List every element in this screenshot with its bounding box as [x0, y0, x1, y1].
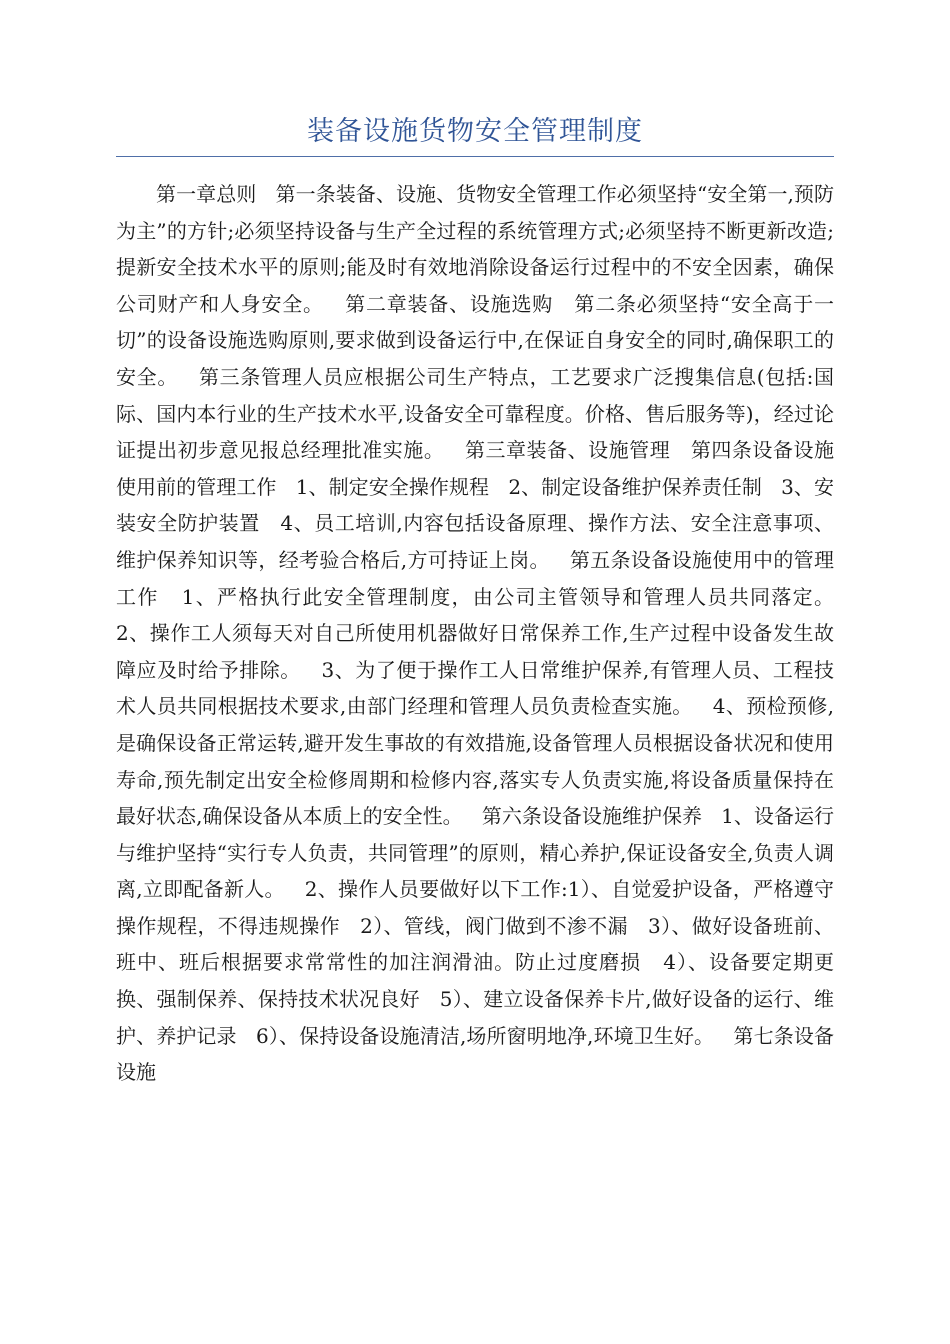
body-paragraph: 第一章总则 第一条装备、设施、货物安全管理工作必须坚持“安全第一,预防为主”的方针;必须坚持设备与生产全过程的系统管理方式;必须坚持不断更新改造;提新安全技术水平的原则;能及时有效地消除设备运行过程中的不安全因素，确保公司财产和人身安全。 第二章装备、设施选购 第二条必须坚持“安全高于一切”的设备设施选购原则,要求做到设备运行中,在保证自身安全的同时,确保职工的安全。 第三条管理人员应根据公司生产特点，工艺要求广泛搜集信息(包括:国际、国内本行业的生产技术水平,设备安全可靠程度。价格、售后服务等)，经过论证提出初步意见报总经理批准实施。 第三章装备、设施管理 第四条设备设施使用前的管理工作 1、制定安全操作规程 2、制定设备维护保养责任制 3、安装安全防护装置 4、员工培训,内容包括设备原理、操作方法、安全注意事项、维护保养知识等，经考验合格后,方可持证上岗。 第五条设备设施使用中的管理工作 1、严格执行此安全管理制度，由公司主管领导和管理人员共同落定。 2、操作工人须每天对自己所使用机器做好日常保养工作,生产过程中设备发生故障应及时给予排除。 3、为了便于操作工人日常维护保养,有管理人员、工程技术人员共同根据技术要求,由部门经理和管理人员负责检查实施。 4、预检预修,是确保设备正常运转,避开发生事故的有效措施,设备管理人员根据设备状况和使用寿命,预先制定出安全检修周期和检修内容,落实专人负责实施,将设备质量保持在最好状态,确保设备从本质上的安全性。 第六条设备设施维护保养 1、设备运行与维护坚持“实行专人负责，共同管理”的原则，精心养护,保证设备安全,负责人调离,立即配备新人。 2、操作人员要做好以下工作:1）、自觉爱护设备，严格遵守操作规程，不得违规操作 2）、管线，阀门做到不渗不漏 3）、做好设备班前、班中、班后根据要求常常性的加注润滑油。防止过度磨损 4）、设备要定期更换、强制保养、保持技术状况良好 5）、建立设备保养卡片,做好设备的运行、维护、养护记录 6）、保持设备设施清洁,场所窗明地净,环境卫生好。 第七条设备设施 [116, 182, 854, 1085]
document-title: 装备设施货物安全管理制度 [307, 116, 643, 147]
title-block [116, 108, 834, 157]
